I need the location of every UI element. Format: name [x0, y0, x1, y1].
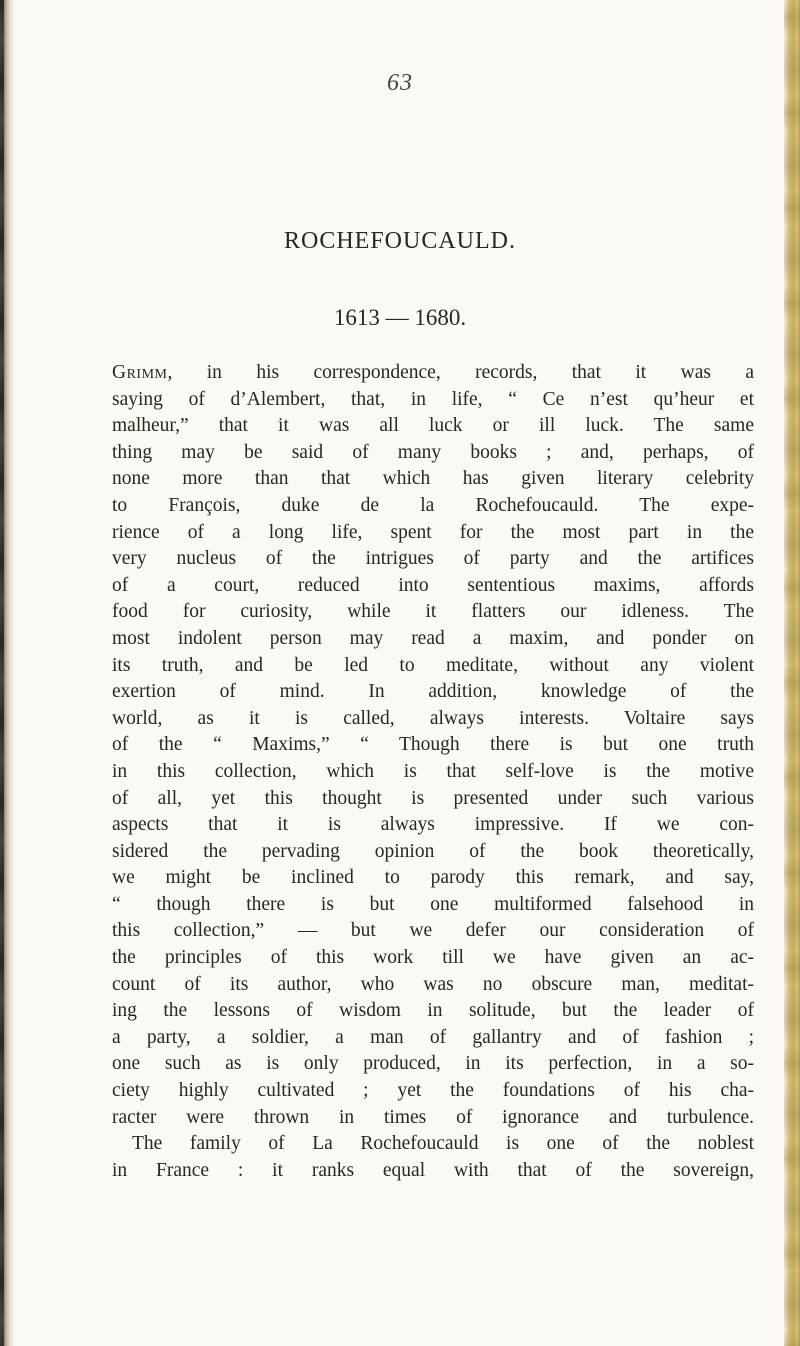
- page-number: 63: [387, 70, 413, 96]
- text-line: in this collection, which is that self-love is the motive: [112, 760, 754, 782]
- text-line: of a court, reduced into sententious maxims, affords: [112, 574, 754, 596]
- text-line: the principles of this work till we have given an ac-: [112, 947, 754, 969]
- text-line: food for curiosity, while it flatters our idleness. The: [112, 601, 754, 623]
- text-line: very nucleus of the intrigues of party and the artifices: [112, 548, 754, 570]
- text-line: a party, a soldier, a man of gallantry and of fashion ;: [112, 1026, 754, 1048]
- text-line: most indolent person may read a maxim, and ponder on: [112, 627, 754, 649]
- text-line: ing the lessons of wisdom in solitude, but the leader of: [112, 1000, 754, 1022]
- text-line: of the “ Maxims,” “ Though there is but one truth: [112, 734, 754, 756]
- first-word: Grimm: [112, 362, 168, 383]
- text-line-rest: , in his correspondence, records, that it was a: [167, 362, 754, 383]
- text-line: count of its author, who was no obscure man, meditat-: [112, 973, 754, 995]
- text-line: of all, yet this thought is presented under such various: [112, 787, 754, 809]
- text-line: we might be inclined to parody this remark, and say,: [112, 867, 754, 889]
- text-line: world, as it is called, always interests. Voltaire says: [112, 707, 754, 729]
- text-line: racter were thrown in times of ignorance and turbulence.: [112, 1106, 754, 1128]
- body-paragraph: [112, 360, 754, 1184]
- text-line: in France : it ranks equal with that of the sovereign,: [112, 1159, 754, 1181]
- text-line: exertion of mind. In addition, knowledge of the: [112, 681, 754, 703]
- text-line: one such as is only produced, in its perfection, in a so-: [112, 1053, 754, 1075]
- text-line: The family of La Rochefoucauld is one of the noblest: [132, 1133, 754, 1155]
- text-line: saying of d’Alembert, that, in life, “ Ce n’est qu’heur et: [112, 388, 754, 410]
- text-line: aspects that it is always impressive. If we con-: [112, 814, 754, 836]
- text-line: none more than that which has given literary celebrity: [112, 468, 754, 490]
- page-right-edge-texture: [784, 0, 800, 1346]
- text-line: to François, duke de la Rochefoucauld. The expe-: [112, 494, 754, 516]
- text-line: ciety highly cultivated ; yet the foundations of his cha-: [112, 1080, 754, 1102]
- text-line: “ though there is but one multiformed falsehood in: [112, 893, 754, 915]
- chapter-title: ROCHEFOUCAULD.: [283, 228, 516, 254]
- text-line: its truth, and be led to meditate, without any violent: [112, 654, 754, 676]
- text-line: malheur,” that it was all luck or ill luck. The same: [112, 415, 754, 437]
- text-line: sidered the pervading opinion of the book theoretically,: [112, 840, 754, 862]
- page-left-binding-shadow: [0, 0, 4, 1346]
- text-line: thing may be said of many books ; and, perhaps, of: [112, 441, 754, 463]
- text-line: this collection,” — but we defer our consideration of: [112, 920, 754, 942]
- text-line: [112, 360, 754, 387]
- text-line: rience of a long life, spent for the most part in the: [112, 521, 754, 543]
- chapter-dates: 1613 — 1680.: [333, 305, 467, 330]
